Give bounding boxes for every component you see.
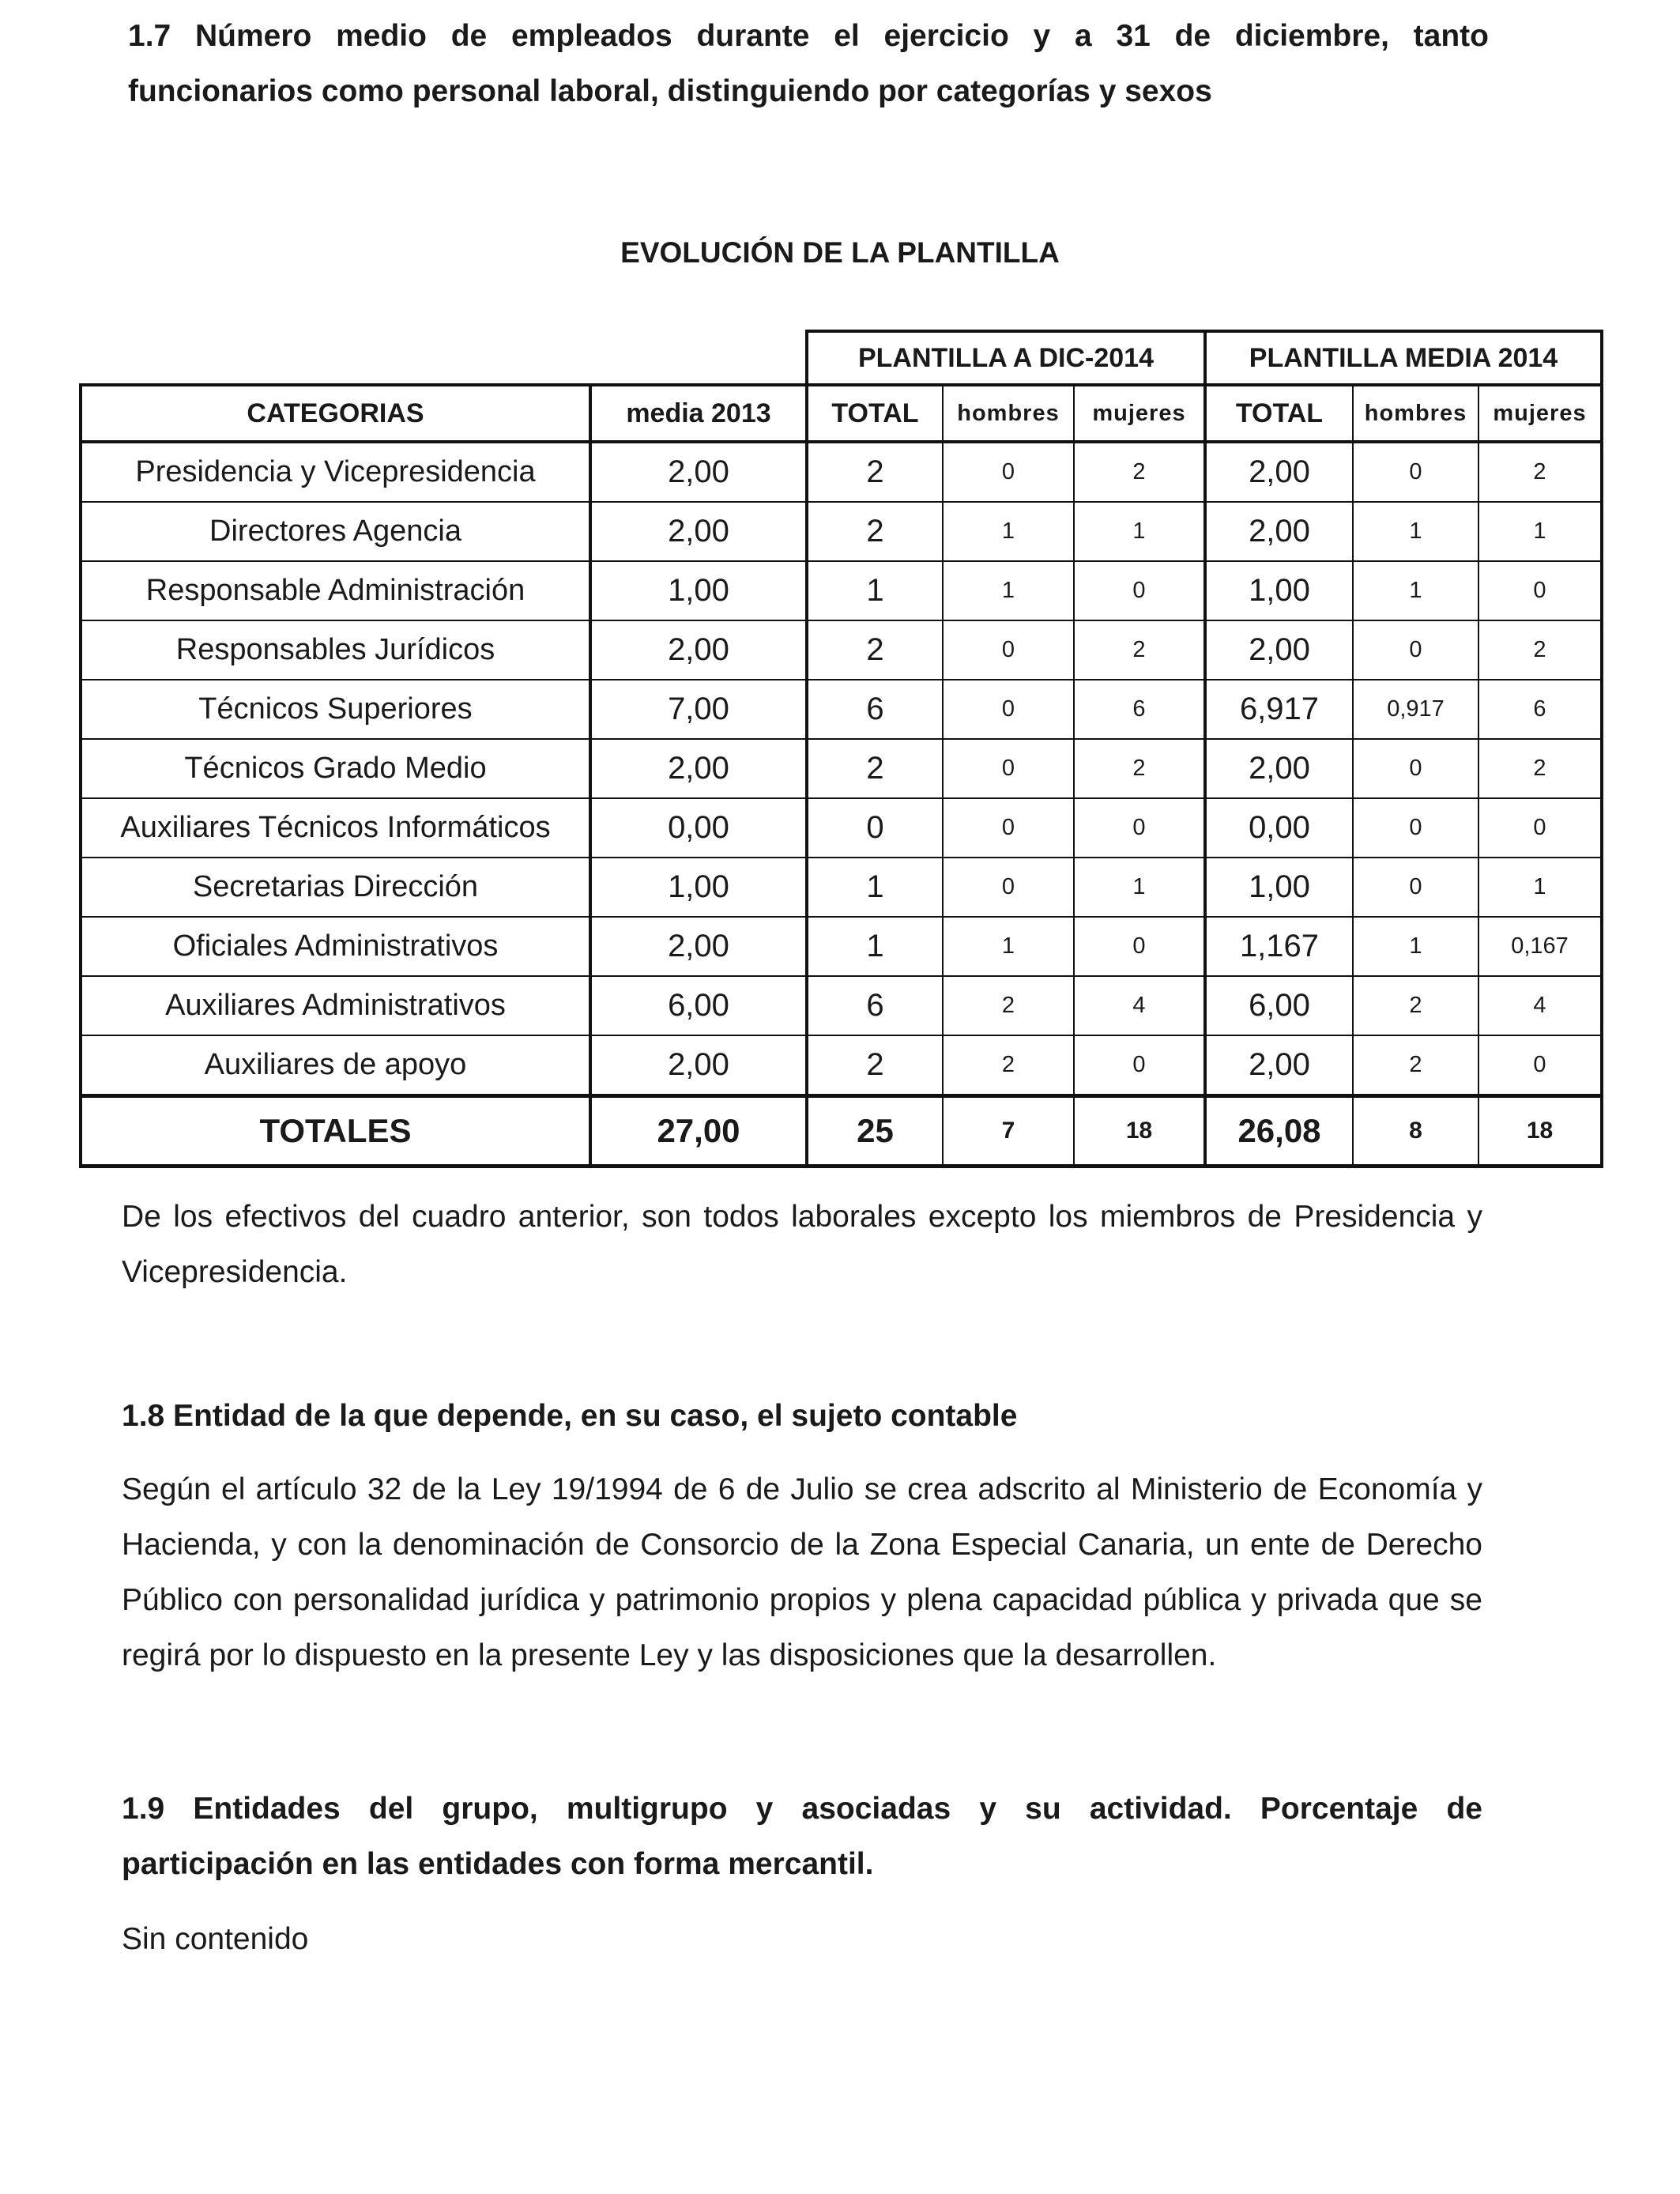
value-cell: 0 — [943, 858, 1074, 917]
value-cell: 4 — [1478, 976, 1602, 1035]
value-cell: 0 — [1353, 442, 1478, 502]
value-cell: 2 — [807, 442, 943, 502]
value-cell: 1 — [1478, 502, 1602, 561]
blank-cell — [81, 331, 590, 385]
table-row — [81, 976, 1602, 1035]
value-cell: 2 — [943, 976, 1074, 1035]
section-1-9-line1: 1.9 Entidades del grupo, multigrupo y asociadas y su actividad. Porcentaje de — [122, 1792, 1482, 1826]
value-cell: 0 — [1353, 798, 1478, 858]
value-cell: 2,00 — [1205, 502, 1353, 561]
category-cell: Secretarias Dirección — [81, 858, 590, 917]
staff-table — [79, 330, 1603, 1168]
value-cell: 2 — [1353, 976, 1478, 1035]
table-row — [81, 442, 1602, 502]
table-row — [81, 858, 1602, 917]
value-cell: 1 — [943, 561, 1074, 620]
table-row — [81, 561, 1602, 620]
category-cell: Responsables Jurídicos — [81, 620, 590, 680]
value-cell: 0 — [1074, 561, 1205, 620]
totals-cell: 8 — [1353, 1096, 1478, 1167]
value-cell: 2 — [943, 1035, 1074, 1096]
section-1-9-heading — [122, 1781, 1482, 1892]
value-cell: 1 — [1353, 502, 1478, 561]
column-header: media 2013 — [590, 385, 807, 442]
category-cell: Técnicos Superiores — [81, 680, 590, 739]
totals-cell: 26,08 — [1205, 1096, 1353, 1167]
value-cell: 2,00 — [590, 917, 807, 976]
value-cell: 6,00 — [590, 976, 807, 1035]
table-row — [81, 917, 1602, 976]
value-cell: 2,00 — [590, 502, 807, 561]
section-1-9-body: Sin contenido — [122, 1922, 309, 1956]
value-cell: 2,00 — [1205, 442, 1353, 502]
table-row — [81, 680, 1602, 739]
value-cell: 2 — [807, 620, 943, 680]
value-cell: 0 — [807, 798, 943, 858]
category-cell: Auxiliares Técnicos Informáticos — [81, 798, 590, 858]
category-cell: Técnicos Grado Medio — [81, 739, 590, 798]
value-cell: 2,00 — [1205, 1035, 1353, 1096]
value-cell: 0 — [943, 798, 1074, 858]
section-1-7-heading — [128, 9, 1489, 119]
value-cell: 0,00 — [1205, 798, 1353, 858]
column-header: CATEGORIAS — [81, 385, 590, 442]
value-cell: 1 — [1478, 858, 1602, 917]
value-cell: 6 — [807, 976, 943, 1035]
value-cell: 6,917 — [1205, 680, 1353, 739]
value-cell: 2,00 — [590, 739, 807, 798]
value-cell: 0,167 — [1478, 917, 1602, 976]
group-header-row — [81, 331, 1602, 385]
table-row — [81, 620, 1602, 680]
totals-cell: 7 — [943, 1096, 1074, 1167]
value-cell: 2,00 — [1205, 739, 1353, 798]
value-cell: 1,167 — [1205, 917, 1353, 976]
group-header-media: PLANTILLA MEDIA 2014 — [1205, 331, 1602, 385]
value-cell: 1 — [807, 917, 943, 976]
value-cell: 0 — [943, 442, 1074, 502]
category-cell: Responsable Administración — [81, 561, 590, 620]
value-cell: 1 — [807, 561, 943, 620]
value-cell: 1 — [1353, 561, 1478, 620]
category-cell: Presidencia y Vicepresidencia — [81, 442, 590, 502]
column-header: mujeres — [1478, 385, 1602, 442]
table-note: De los efectivos del cuadro anterior, son todos laborales excepto los miembros de Presidencia y Vicepresidencia. — [122, 1200, 1482, 1289]
section-1-8-heading: 1.8 Entidad de la que depende, en su caso, el sujeto contable — [122, 1399, 1018, 1433]
category-cell: Oficiales Administrativos — [81, 917, 590, 976]
value-cell: 2,00 — [1205, 620, 1353, 680]
value-cell: 2 — [807, 1035, 943, 1096]
value-cell: 2 — [1074, 739, 1205, 798]
value-cell: 2 — [1074, 620, 1205, 680]
value-cell: 2 — [1074, 442, 1205, 502]
value-cell: 0 — [1478, 798, 1602, 858]
column-header: TOTAL — [1205, 385, 1353, 442]
value-cell: 7,00 — [590, 680, 807, 739]
column-header: mujeres — [1074, 385, 1205, 442]
value-cell: 2 — [807, 739, 943, 798]
value-cell: 1,00 — [1205, 561, 1353, 620]
column-header: hombres — [1353, 385, 1478, 442]
value-cell: 1,00 — [590, 561, 807, 620]
value-cell: 6 — [1074, 680, 1205, 739]
value-cell: 1 — [943, 502, 1074, 561]
value-cell: 1 — [807, 858, 943, 917]
value-cell: 2 — [1353, 1035, 1478, 1096]
value-cell: 2 — [1478, 620, 1602, 680]
table-row — [81, 739, 1602, 798]
table-row — [81, 798, 1602, 858]
value-cell: 1,00 — [1205, 858, 1353, 917]
section-1-7-line1: 1.7 Número medio de empleados durante el ejercicio y a 31 de diciembre, tanto — [128, 19, 1489, 53]
category-cell: Directores Agencia — [81, 502, 590, 561]
value-cell: 0 — [1074, 798, 1205, 858]
table-row — [81, 502, 1602, 561]
table-row — [81, 1035, 1602, 1096]
totals-label: TOTALES — [81, 1096, 590, 1167]
value-cell: 0,917 — [1353, 680, 1478, 739]
value-cell: 1 — [943, 917, 1074, 976]
value-cell: 6 — [807, 680, 943, 739]
value-cell: 0,00 — [590, 798, 807, 858]
section-1-9-line2: participación en las entidades con forma mercantil. — [122, 1847, 874, 1881]
value-cell: 2 — [1478, 739, 1602, 798]
value-cell: 0 — [1353, 739, 1478, 798]
value-cell: 2,00 — [590, 1035, 807, 1096]
value-cell: 2,00 — [590, 620, 807, 680]
column-header: TOTAL — [807, 385, 943, 442]
column-header: hombres — [943, 385, 1074, 442]
value-cell: 2,00 — [590, 442, 807, 502]
value-cell: 6 — [1478, 680, 1602, 739]
column-header-row — [81, 385, 1602, 442]
value-cell: 1 — [1074, 858, 1205, 917]
value-cell: 0 — [1353, 620, 1478, 680]
value-cell: 2 — [1478, 442, 1602, 502]
value-cell: 4 — [1074, 976, 1205, 1035]
value-cell: 1 — [1353, 917, 1478, 976]
value-cell: 0 — [943, 620, 1074, 680]
blank-cell — [590, 331, 807, 385]
totals-cell: 18 — [1478, 1096, 1602, 1167]
value-cell: 0 — [1353, 858, 1478, 917]
value-cell: 0 — [943, 680, 1074, 739]
value-cell: 0 — [1478, 561, 1602, 620]
value-cell: 0 — [1074, 917, 1205, 976]
value-cell: 1 — [1074, 502, 1205, 561]
group-header-dic: PLANTILLA A DIC-2014 — [807, 331, 1205, 385]
value-cell: 0 — [1074, 1035, 1205, 1096]
value-cell: 1,00 — [590, 858, 807, 917]
table-title: EVOLUCIÓN DE LA PLANTILLA — [620, 236, 1060, 269]
value-cell: 2 — [807, 502, 943, 561]
value-cell: 6,00 — [1205, 976, 1353, 1035]
section-1-7-line2: funcionarios como personal laboral, distinguiendo por categorías y sexos — [128, 74, 1212, 108]
value-cell: 0 — [943, 739, 1074, 798]
value-cell: 0 — [1478, 1035, 1602, 1096]
category-cell: Auxiliares Administrativos — [81, 976, 590, 1035]
section-1-8-body: Según el artículo 32 de la Ley 19/1994 de 6 de Julio se crea adscrito al Ministerio de Economía y Hacienda, y con la denominación de Consorcio de la Zona Especial Canaria, un ente de Derecho Público con personalidad jurídica y patrimonio propios y plena capacidad pública y privada que se regirá por lo dispuesto en la presente Ley y las disposiciones que la desarrollen. — [122, 1472, 1482, 1672]
totals-cell: 18 — [1074, 1096, 1205, 1167]
totals-cell: 27,00 — [590, 1096, 807, 1167]
category-cell: Auxiliares de apoyo — [81, 1035, 590, 1096]
totals-row — [81, 1096, 1602, 1167]
totals-cell: 25 — [807, 1096, 943, 1167]
